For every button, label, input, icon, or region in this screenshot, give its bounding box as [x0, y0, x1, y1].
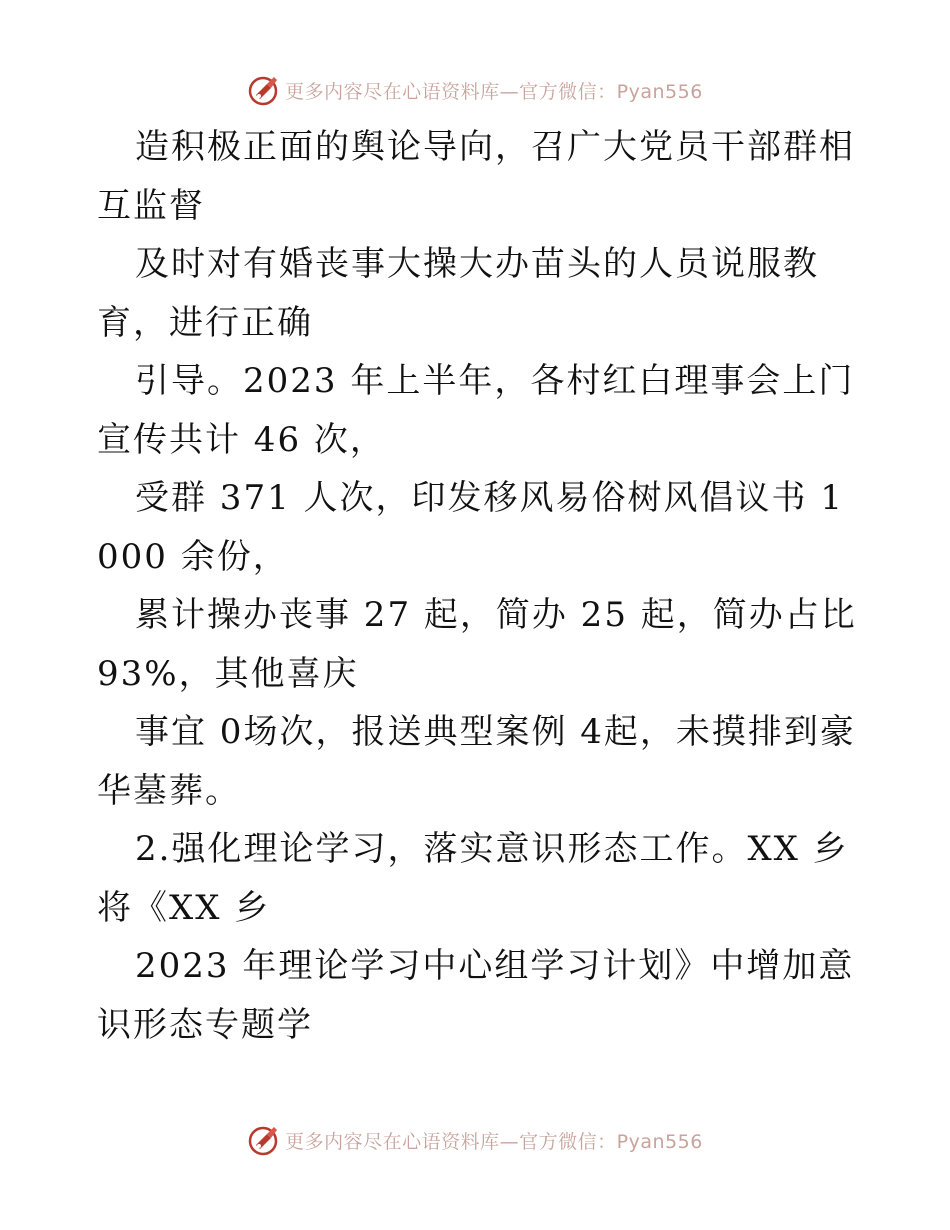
pen-logo-icon	[247, 73, 281, 107]
paragraph: 事宜 0场次，报送典型案例 4起，未摸排到豪华墓葬。	[97, 712, 856, 811]
paragraph: 受群 371 人次，印发移风易俗树风倡议书 1000 余份，	[97, 478, 844, 577]
paragraph: 及时对有婚丧事大操大办苗头的人员说服教育，进行正确	[97, 244, 819, 343]
footer-watermark-text: 更多内容尽在心语资料库—官方微信：Pyan556	[285, 1130, 703, 1153]
paragraph: 2.强化理论学习，落实意识形态工作。XX 乡将《XX 乡	[97, 829, 849, 928]
paragraph: 2023 年理论学习中心组学习计划》中增加意识形态专题学	[97, 946, 855, 1045]
header-watermark-text: 更多内容尽在心语资料库—官方微信：Pyan556	[285, 80, 703, 103]
pen-logo-icon	[247, 1123, 281, 1157]
header-watermark	[0, 70, 950, 110]
footer-watermark	[0, 1120, 950, 1160]
paragraph: 引导。2023 年上半年，各村红白理事会上门宣传共计 46 次，	[97, 361, 855, 460]
paragraph: 累计操办丧事 27 起，简办 25 起，简办占比 93%，其他喜庆	[97, 595, 857, 694]
document-body	[97, 118, 857, 1054]
paragraph: 造积极正面的舆论导向，召广大党员干部群相互监督	[97, 127, 855, 226]
